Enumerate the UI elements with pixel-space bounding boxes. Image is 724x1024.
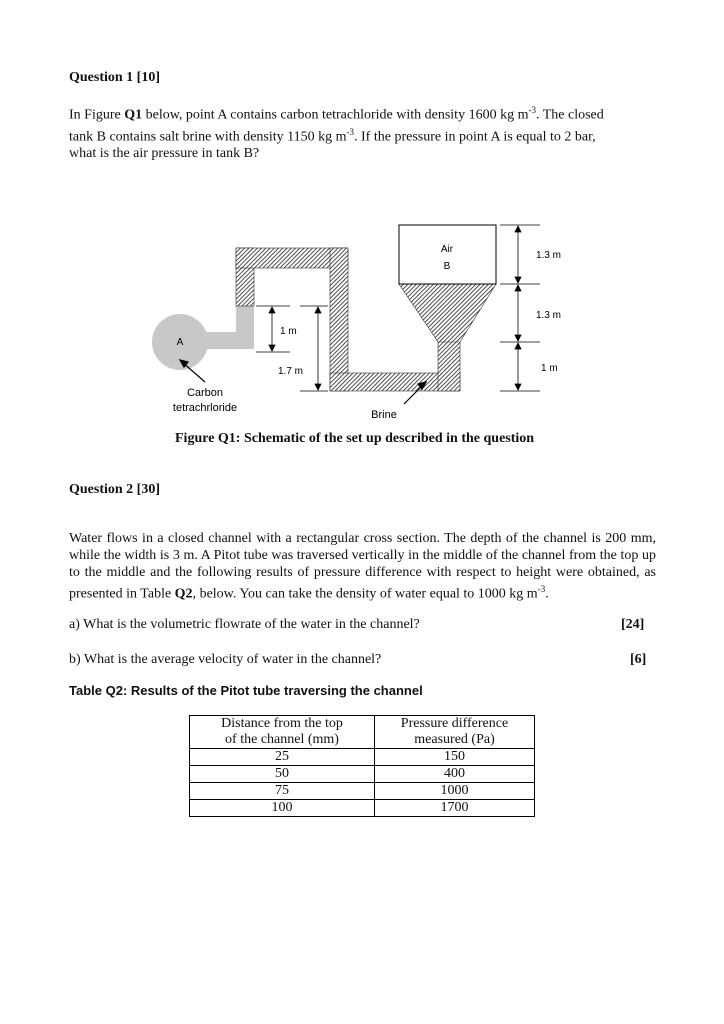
table-q2-caption: Table Q2: Results of the Pitot tube traversing the channel <box>69 683 423 698</box>
part-a-text: a) What is the volumetric flowrate of the water in the channel? <box>69 617 420 632</box>
cell-pressure: 400 <box>375 766 535 783</box>
label-air: Air <box>440 244 454 255</box>
cell-pressure: 150 <box>375 749 535 766</box>
table-row <box>190 800 535 817</box>
cell-pressure: 1700 <box>375 800 535 817</box>
dim-left-1-7m: 1.7 m <box>278 366 304 377</box>
label-a: A <box>176 337 184 348</box>
question-2-heading: Question 2 [30] <box>69 482 160 497</box>
part-b-text: b) What is the average velocity of water in the channel? <box>69 652 382 667</box>
q1-text-part: below, point A contains carbon tetrachloride with density 1600 kg m <box>142 107 529 123</box>
table-row <box>190 749 535 766</box>
question-2-text <box>69 530 656 603</box>
dim-bottom-height: 1 m <box>541 363 558 374</box>
q2-text-part: . <box>545 586 549 602</box>
q1-text-part: . The closed tank B contains salt brine with density 1150 kg m <box>69 107 604 145</box>
header-pressure-line2: measured (Pa) <box>414 732 495 747</box>
cell-distance: 75 <box>190 783 375 800</box>
part-a-marks: [24] <box>621 617 645 632</box>
cell-pressure: 1000 <box>375 783 535 800</box>
header-pressure <box>375 716 535 749</box>
header-pressure-line1: Pressure difference <box>400 716 509 731</box>
q1-superscript: -3 <box>528 105 536 115</box>
dim-inner-1m: 1 m <box>280 326 297 337</box>
label-carbon: Carbon <box>186 387 224 399</box>
header-distance-line1: Distance from the top <box>221 716 343 731</box>
figure-q1-caption: Figure Q1: Schematic of the set up described in the question <box>175 431 535 446</box>
inner-dimension-lines <box>256 306 328 391</box>
table-q2 <box>189 715 535 817</box>
q2-table-ref: Q2 <box>174 586 193 602</box>
dim-funnel-height: 1.3 m <box>536 310 562 321</box>
q1-text-part: In Figure <box>69 107 125 123</box>
dim-tank-height: 1.3 m <box>536 250 562 261</box>
q1-text-part: . If the pressure in point A is equal to 2 bar, what is the air pressure in tank B? <box>69 129 596 162</box>
part-b-marks: [6] <box>630 652 647 667</box>
cell-distance: 100 <box>190 800 375 817</box>
cell-distance: 25 <box>190 749 375 766</box>
figure-q1-schematic <box>0 0 724 440</box>
table-row <box>190 766 535 783</box>
header-distance <box>190 716 375 749</box>
label-b: B <box>443 261 451 272</box>
right-dimension-lines <box>500 225 540 391</box>
q2-text-part: Water flows in a closed channel with a rectangular cross section. The depth of the channel is 200 mm, while the width is 3 m. A Pitot tube was traversed vertically in the middle of the channel from the top up to the middle and the following results of pressure difference with respect to height were obtained, as presented in Table <box>69 531 656 602</box>
question-1-heading: Question 1 [10] <box>69 70 160 85</box>
label-tetrachrloride: tetrachrloride <box>172 402 238 414</box>
carbon-tetrachloride-column <box>236 306 254 349</box>
table-header-row <box>190 716 535 749</box>
label-brine: Brine <box>371 409 397 421</box>
table-row <box>190 783 535 800</box>
q2-superscript: -3 <box>537 584 546 594</box>
cell-distance: 50 <box>190 766 375 783</box>
header-distance-line2: of the channel (mm) <box>225 732 339 747</box>
q1-figure-ref: Q1 <box>124 107 143 123</box>
q1-superscript: -3 <box>346 126 355 137</box>
q2-text-part: , below. You can take the density of water equal to 1000 kg m <box>192 586 538 602</box>
